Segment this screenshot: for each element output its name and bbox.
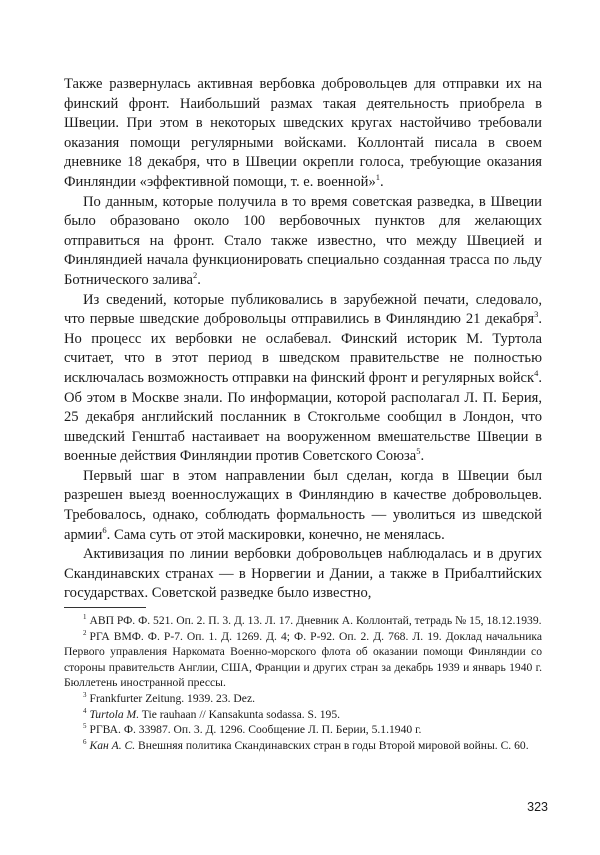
paragraph-text: Из сведений, которые публиковались в зарубежной печати, следовало, что первые шведские добровольцы отправились в Финляндию 21 декабря bbox=[64, 291, 542, 328]
paragraph-text: . Но процесс их вербовки не ослабевал. Финский историк М. Туртола считает, что в этот период в шведском правительстве не полностью исключалась возможность отправки на финский фронт и регулярных войск bbox=[64, 311, 542, 386]
footnote-divider bbox=[64, 607, 146, 608]
body-paragraph bbox=[64, 545, 542, 604]
footnote-ref[interactable]: 6 bbox=[102, 524, 107, 535]
footnote bbox=[64, 722, 542, 738]
paragraph-text: . bbox=[420, 448, 425, 465]
footnote-number: 5 bbox=[83, 722, 87, 731]
footnote bbox=[64, 707, 542, 723]
footnote bbox=[64, 629, 542, 691]
footnote bbox=[64, 613, 542, 629]
footnote-author: Кан А. С. bbox=[89, 738, 136, 752]
footnotes bbox=[64, 613, 542, 753]
body-paragraph bbox=[64, 291, 542, 467]
body-paragraph bbox=[64, 75, 542, 193]
footnote-ref[interactable]: 2 bbox=[193, 270, 198, 281]
paragraph-text: По данным, которые получила в то время советская разведка, в Швеции было образовано около 100 вербовочных пунктов для желающих отправиться на фронт. Стало также известно, что между Швецией и Финляндией начала функционировать специально созданная трасса по льду Ботнического залива bbox=[64, 193, 542, 288]
footnote-ref[interactable]: 4 bbox=[534, 368, 539, 379]
footnote bbox=[64, 691, 542, 707]
paragraph-text: . bbox=[380, 173, 384, 190]
footnote-text: АВП РФ. Ф. 521. Оп. 2. П. 3. Д. 13. Л. 17. Дневник А. Коллонтай, тетрадь № 15, 18.12.1939. bbox=[89, 614, 542, 627]
footnote bbox=[64, 738, 542, 754]
footnote-number: 2 bbox=[83, 628, 87, 637]
footnote-number: 1 bbox=[83, 613, 87, 622]
footnote-number: 6 bbox=[83, 737, 87, 746]
paragraph-text: Активизация по линии вербовки добровольцев наблюдалась и в других Скандинавских странах — в Норвегии и Дании, а также в Прибалтийских государствах. Советской разведке было известно, bbox=[64, 546, 542, 602]
footnote-text: РГА ВМФ. Ф. Р-7. Оп. 1. Д. 1269. Д. 4; Ф. Р-92. Оп. 2. Д. 768. Л. 19. Доклад начальника Первого управления Наркомата Военно-морского флота об оказании помощи Финляндии со стороны правительств Англии, США, Франции и других стран за декабрь 1939 и январь 1940 г. Бюллетень иностранной прессы. bbox=[64, 629, 542, 690]
footnote-text: Внешняя политика Скандинавских стран в годы Второй мировой войны. С. 60. bbox=[135, 738, 529, 752]
main-text bbox=[64, 75, 542, 604]
footnote-text: РГВА. Ф. 33987. Оп. 3. Д. 1296. Сообщение Л. П. Берии, 5.1.1940 г. bbox=[89, 723, 422, 737]
footnote-ref[interactable]: 1 bbox=[375, 172, 381, 183]
footnote-number: 3 bbox=[83, 691, 87, 700]
footnote-number: 4 bbox=[83, 706, 87, 715]
body-paragraph bbox=[64, 193, 542, 291]
paragraph-text: Также развернулась активная вербовка добровольцев для отправки их на финский фронт. Наибольший размах такая деятельность приобрела в Швеции. При этом в некоторых шведских кругах настойчиво требовали оказания помощи регулярными войсками. Коллонтай писала в своем дневнике 18 декабря, что в Швеции окрепли голоса, требующие оказания Финляндии «эффективной помощи, т. е. военной» bbox=[64, 76, 542, 190]
paragraph-text: . Сама суть от этой маскировки, конечно, не менялась. bbox=[106, 526, 445, 543]
paragraph-text: . Об этом в Москве знали. По информации, которой располагал Л. П. Берия, 25 декабря английский посланник в Стокгольме сообщил в Лондон, что шведский Генштаб настаивает на вооруженном вмешательстве Швеции в военные действия Финляндии против Советского Союза bbox=[64, 369, 542, 465]
body-paragraph bbox=[64, 467, 542, 545]
page-number: 323 bbox=[527, 800, 548, 814]
paragraph-text: Первый шаг в этом направлении был сделан, когда в Швеции был разрешен выезд военнослужащих в Финляндию в качестве добровольцев. Требовалось, однако, соблюдать формальность — уволиться из шведской армии bbox=[64, 467, 542, 543]
footnote-text: Frankfurter Zeitung. 1939. 23. Dez. bbox=[89, 691, 255, 705]
footnote-ref[interactable]: 5 bbox=[416, 446, 421, 457]
footnote-author: Turtola M. bbox=[89, 707, 140, 721]
paragraph-text: . bbox=[197, 271, 201, 288]
footnote-ref[interactable]: 3 bbox=[534, 309, 539, 320]
footnote-text: Tie rauhaan // Kansakunta sodassa. S. 195. bbox=[139, 707, 341, 721]
